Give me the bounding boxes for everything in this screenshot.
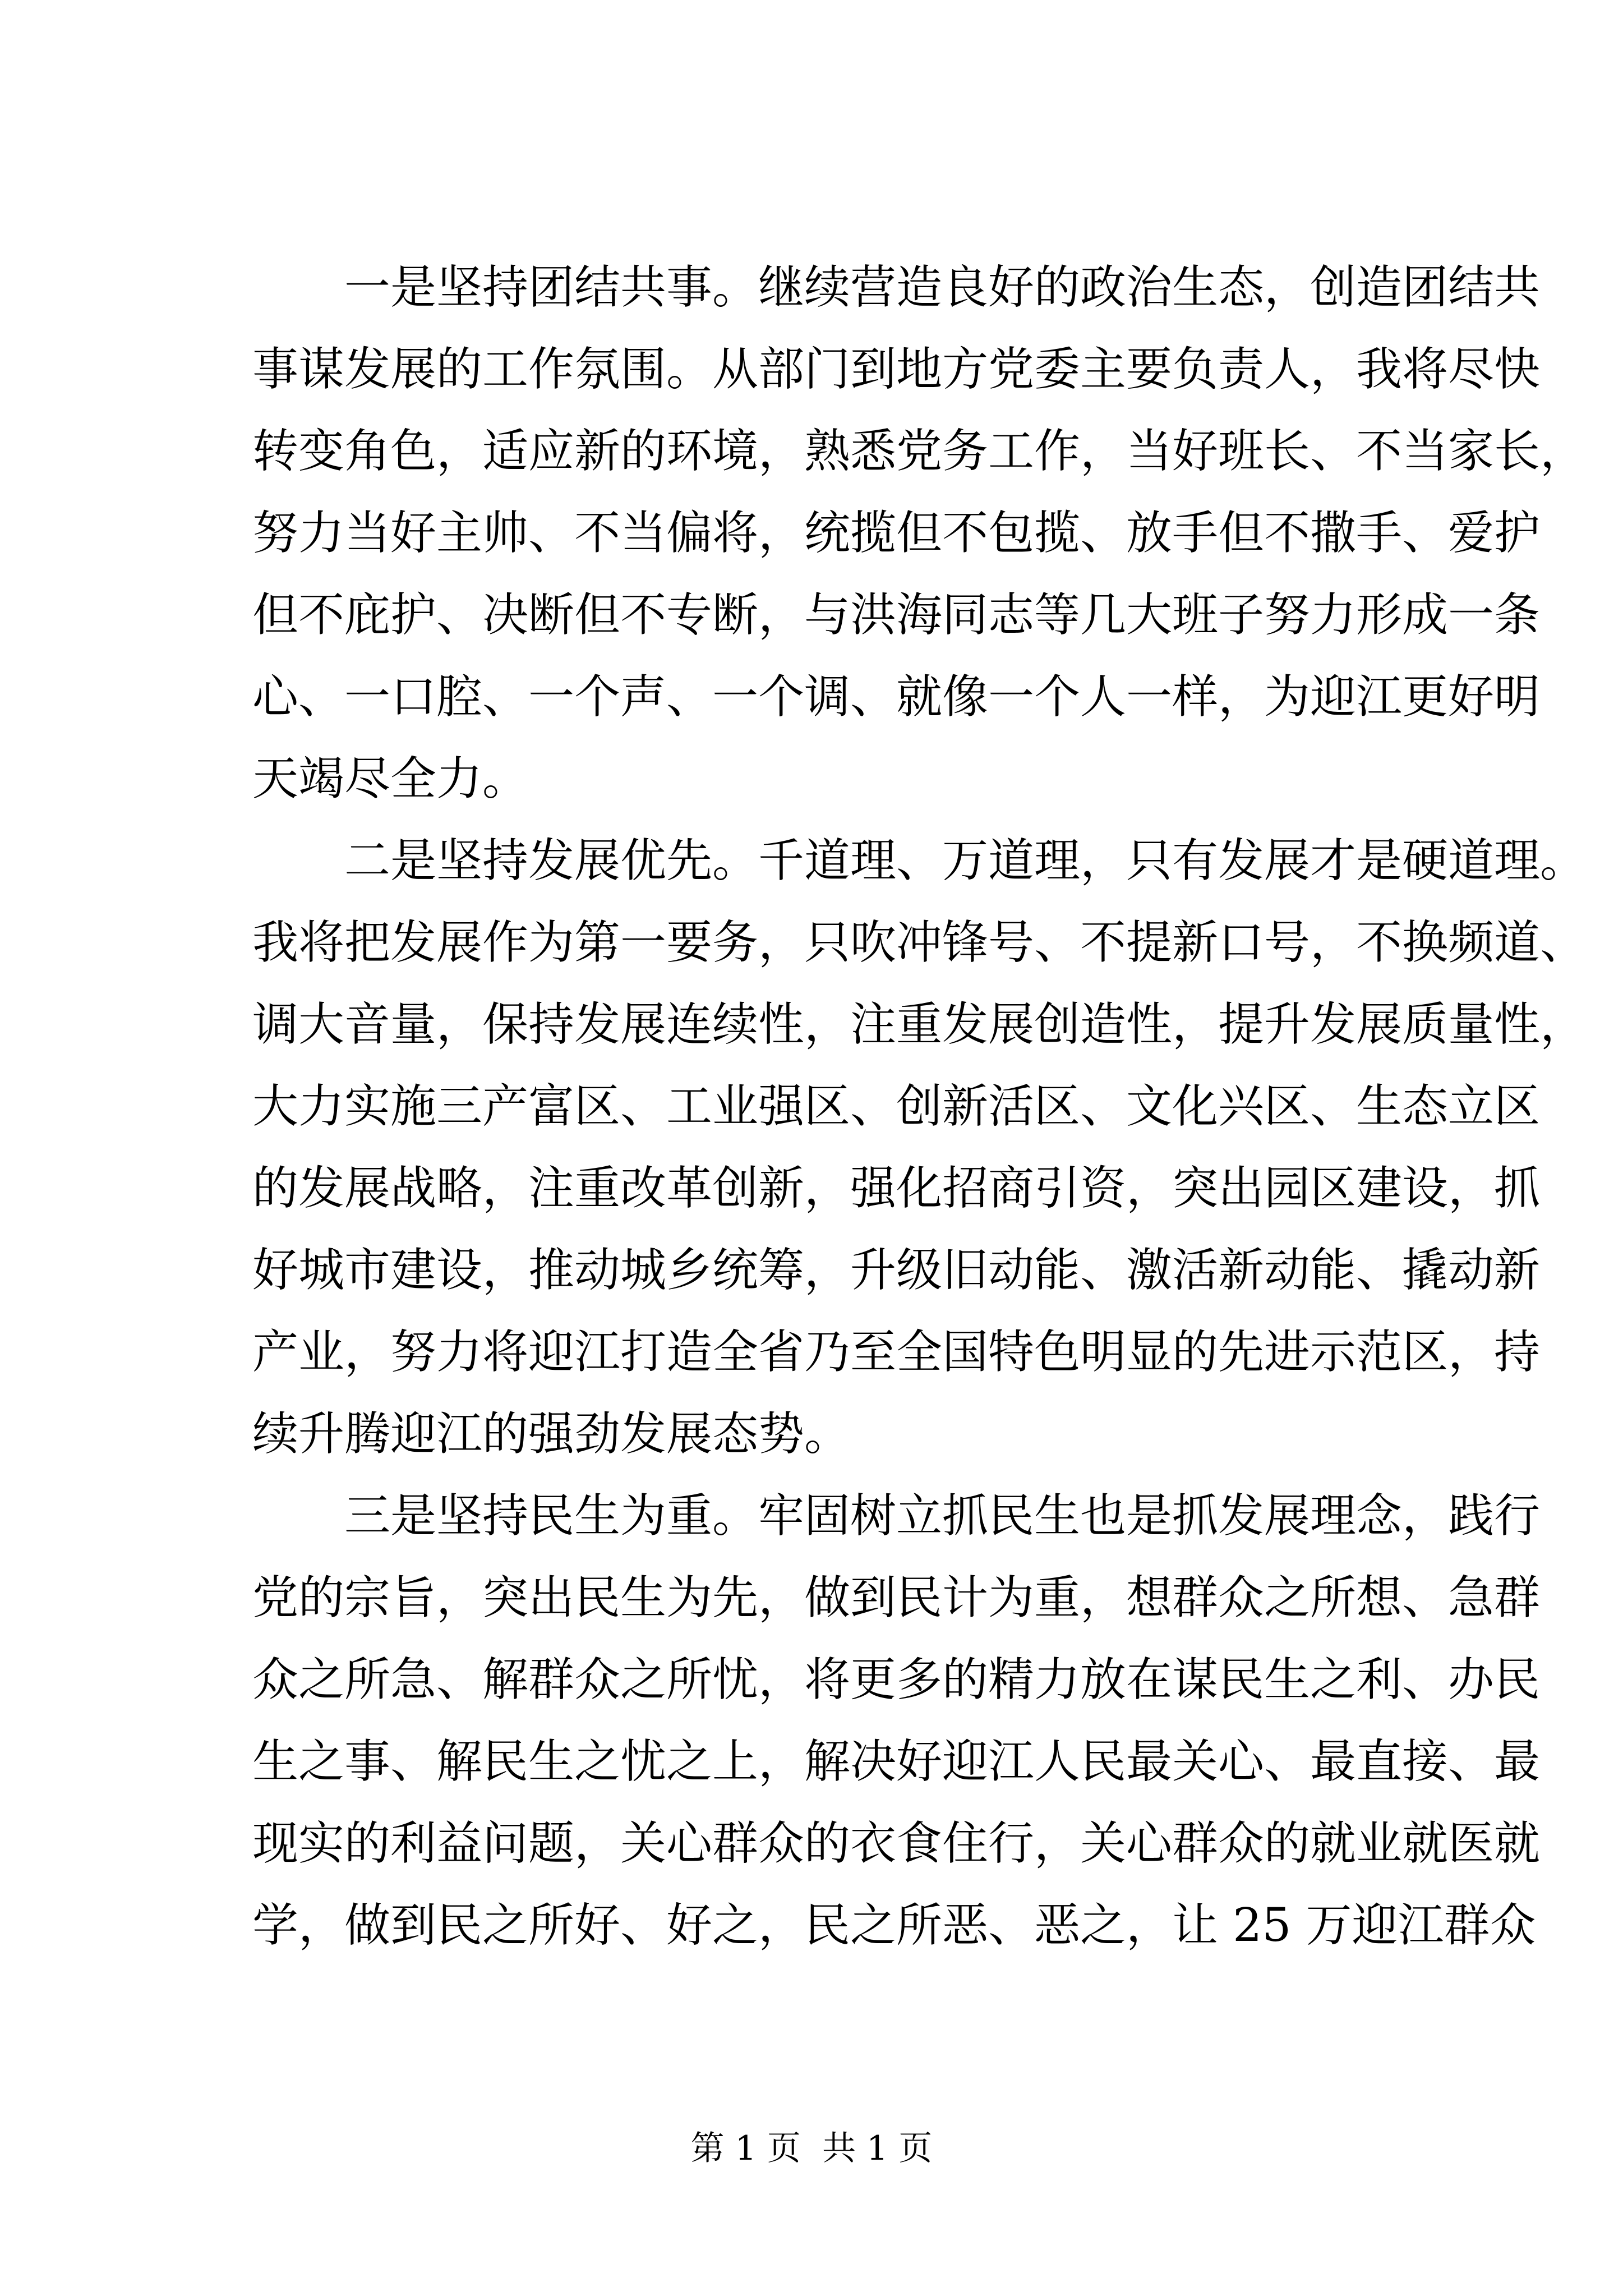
text-line: 生之事、解民生之忧之上，解决好迎江人民最关心、最直接、最 xyxy=(252,1735,1541,1788)
text-line: 但不庇护、决断但不专断，与洪海同志等几大班子努力形成一条 xyxy=(252,588,1541,642)
text-line: 转变角色，适应新的环境，熟悉党务工作，当好班长、不当家长， xyxy=(252,425,1587,478)
text-line: 一是坚持团结共事。继续营造良好的政治生态，创造团结共 xyxy=(344,261,1541,314)
text-line: 好城市建设，推动城乡统筹，升级旧动能、激活新动能、撬动新 xyxy=(252,1244,1541,1297)
paragraph-3 xyxy=(252,1475,1541,1967)
text-line: 的发展战略，注重改革创新，强化招商引资，突出园区建设，抓 xyxy=(252,1162,1541,1215)
text-line: 现实的利益问题，关心群众的衣食住行，关心群众的就业就医就 xyxy=(252,1817,1541,1870)
text-line: 续升腾迎江的强劲发展态势。 xyxy=(252,1407,851,1461)
text-line: 天竭尽全力。 xyxy=(252,752,529,806)
text-line: 心、一口腔、一个声、一个调、就像一个人一样，为迎江更好明 xyxy=(252,670,1541,724)
text-line: 产业，努力将迎江打造全省乃至全国特色明显的先进示范区，持 xyxy=(252,1326,1541,1379)
text-line: 我将把发展作为第一要务，只吹冲锋号、不提新口号，不换频道、 xyxy=(252,916,1587,969)
paragraph-2 xyxy=(252,820,1587,1475)
text-line: 大力实施三产富区、工业强区、创新活区、文化兴区、生态立区 xyxy=(252,1080,1541,1133)
page-footer: 第 1 页 共 1 页 xyxy=(690,2129,933,2168)
paragraph-1 xyxy=(252,247,1587,820)
text-line: 二是坚持发展优先。千道理、万道理，只有发展才是硬道理。 xyxy=(344,834,1587,887)
text-line: 努力当好主帅、不当偏将，统揽但不包揽、放手但不撒手、爱护 xyxy=(252,507,1541,560)
text-line: 党的宗旨，突出民生为先，做到民计为重，想群众之所想、急群 xyxy=(252,1571,1541,1625)
document-body xyxy=(252,247,1587,1967)
text-line: 众之所急、解群众之所忧，将更多的精力放在谋民生之利、办民 xyxy=(252,1653,1541,1706)
text-line: 学，做到民之所好、好之，民之所恶、恶之，让 25 万迎江群众 xyxy=(252,1899,1536,1952)
text-line: 三是坚持民生为重。牢固树立抓民生也是抓发展理念，践行 xyxy=(344,1489,1541,1543)
text-line: 调大音量，保持发展连续性，注重发展创造性，提升发展质量性， xyxy=(252,998,1587,1051)
text-line: 事谋发展的工作氛围。从部门到地方党委主要负责人，我将尽快 xyxy=(252,343,1541,396)
